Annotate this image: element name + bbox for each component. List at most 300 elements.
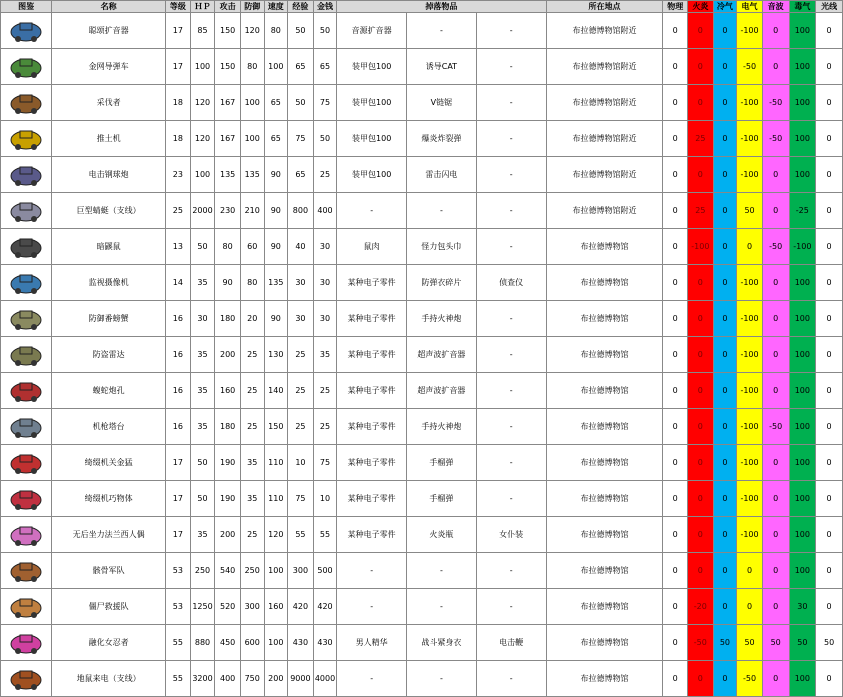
cell-exp: 50 (288, 85, 314, 121)
cell-atk: 160 (215, 373, 241, 409)
cell-level: 53 (166, 553, 191, 589)
monster-name: 机枪塔台 (52, 409, 166, 445)
cell-exp: 30 (288, 265, 314, 301)
mole-caller-icon (1, 661, 52, 697)
cell-hp: 35 (190, 373, 215, 409)
cell-drop3: - (476, 301, 546, 337)
monster-name: 推土机 (52, 121, 166, 157)
monster-name: 绮缀机巧物体 (52, 481, 166, 517)
cell-drop2: V链锯 (407, 85, 477, 121)
cell-cold: 0 (713, 301, 737, 337)
cell-def: 35 (240, 445, 264, 481)
puppet-doll-icon (1, 481, 52, 517)
cell-level: 14 (166, 265, 191, 301)
cell-light: 50 (816, 625, 843, 661)
table-row (1, 481, 843, 517)
cell-phys: 0 (663, 553, 688, 589)
cell-exp: 65 (288, 49, 314, 85)
cell-def: 135 (240, 157, 264, 193)
table-body (1, 13, 843, 697)
table-row (1, 445, 843, 481)
cell-def: 25 (240, 337, 264, 373)
cell-spd: 100 (264, 49, 288, 85)
cell-cold: 0 (713, 265, 737, 301)
cell-phys: 0 (663, 13, 688, 49)
cell-fire: 0 (688, 481, 714, 517)
cell-hp: 250 (190, 553, 215, 589)
cell-light: 0 (816, 517, 843, 553)
cell-elec: 0 (737, 589, 763, 625)
header-row (1, 1, 843, 13)
cell-gold: 400 (313, 193, 337, 229)
cell-drop3: - (476, 13, 546, 49)
cell-location: 布拉德博物馆 (546, 409, 663, 445)
col-level: 等级 (166, 1, 191, 13)
cell-gold: 500 (313, 553, 337, 589)
cell-hp: 100 (190, 157, 215, 193)
col-name: 名称 (52, 1, 166, 13)
cell-exp: 30 (288, 301, 314, 337)
cell-light: 0 (816, 445, 843, 481)
monster-name: 骸骨军队 (52, 553, 166, 589)
cell-level: 17 (166, 517, 191, 553)
cell-spd: 200 (264, 661, 288, 697)
cell-exp: 25 (288, 373, 314, 409)
cell-location: 布拉德博物馆附近 (546, 121, 663, 157)
cell-location: 布拉德博物馆附近 (546, 193, 663, 229)
monster-name: 僵尸救援队 (52, 589, 166, 625)
cell-location: 布拉德博物馆 (546, 625, 663, 661)
cell-exp: 40 (288, 229, 314, 265)
cell-elec: 50 (737, 193, 763, 229)
cell-phys: 0 (663, 625, 688, 661)
cell-level: 16 (166, 337, 191, 373)
cell-def: 100 (240, 121, 264, 157)
table-row (1, 589, 843, 625)
cell-location: 布拉德博物馆附近 (546, 13, 663, 49)
cell-drop1: 某种电子零件 (337, 337, 407, 373)
cell-hp: 35 (190, 409, 215, 445)
cell-cold: 0 (713, 229, 737, 265)
cell-level: 17 (166, 445, 191, 481)
cell-spd: 65 (264, 121, 288, 157)
cell-light: 0 (816, 553, 843, 589)
cell-gold: 420 (313, 589, 337, 625)
cell-atk: 200 (215, 517, 241, 553)
table-row (1, 517, 843, 553)
cell-spd: 140 (264, 373, 288, 409)
cell-elec: -100 (737, 121, 763, 157)
cell-exp: 800 (288, 193, 314, 229)
cell-gold: 25 (313, 157, 337, 193)
cell-cold: 0 (713, 445, 737, 481)
cell-sonic: 0 (762, 517, 789, 553)
cell-sonic: 0 (762, 337, 789, 373)
cell-cold: 0 (713, 193, 737, 229)
cell-elec: -100 (737, 301, 763, 337)
cell-spd: 150 (264, 409, 288, 445)
cell-drop3: - (476, 445, 546, 481)
cell-light: 0 (816, 85, 843, 121)
cell-light: 0 (816, 481, 843, 517)
cell-poison: 100 (789, 409, 816, 445)
cell-sonic: -50 (762, 121, 789, 157)
cell-atk: 520 (215, 589, 241, 625)
table-row (1, 193, 843, 229)
cell-atk: 167 (215, 121, 241, 157)
cell-spd: 100 (264, 625, 288, 661)
cell-drop3: - (476, 49, 546, 85)
cell-hp: 30 (190, 301, 215, 337)
cell-drop2: 手持火神炮 (407, 409, 477, 445)
cell-poison: 100 (789, 661, 816, 697)
cell-exp: 65 (288, 157, 314, 193)
cell-drop1: - (337, 589, 407, 625)
cell-level: 16 (166, 373, 191, 409)
cell-drop2: 火炎瓶 (407, 517, 477, 553)
cell-sonic: 0 (762, 553, 789, 589)
cell-phys: 0 (663, 301, 688, 337)
cell-location: 布拉德博物馆 (546, 553, 663, 589)
cell-phys: 0 (663, 337, 688, 373)
cell-location: 布拉德博物馆附近 (546, 85, 663, 121)
cell-sonic: -50 (762, 409, 789, 445)
cell-gold: 25 (313, 409, 337, 445)
camera-icon (1, 265, 52, 301)
cell-hp: 50 (190, 481, 215, 517)
cell-poison: 100 (789, 49, 816, 85)
cell-drop3: - (476, 229, 546, 265)
cell-exp: 75 (288, 481, 314, 517)
cell-fire: 0 (688, 553, 714, 589)
cell-sonic: -50 (762, 229, 789, 265)
cell-spd: 135 (264, 265, 288, 301)
cell-fire: 0 (688, 445, 714, 481)
col-poison: 毒气 (789, 1, 816, 13)
cell-poison: 100 (789, 13, 816, 49)
cell-phys: 0 (663, 121, 688, 157)
cell-poison: 100 (789, 373, 816, 409)
cell-light: 0 (816, 589, 843, 625)
cell-level: 55 (166, 661, 191, 697)
cell-poison: 30 (789, 589, 816, 625)
cell-poison: -25 (789, 193, 816, 229)
cell-fire: 25 (688, 121, 714, 157)
cell-light: 0 (816, 13, 843, 49)
cell-poison: 100 (789, 337, 816, 373)
cell-gold: 30 (313, 301, 337, 337)
cell-fire: 0 (688, 265, 714, 301)
cell-hp: 85 (190, 13, 215, 49)
cell-fire: -20 (688, 589, 714, 625)
cell-light: 0 (816, 373, 843, 409)
cell-spd: 90 (264, 193, 288, 229)
cell-drop3: - (476, 193, 546, 229)
cell-phys: 0 (663, 193, 688, 229)
col-exp: 经验 (288, 1, 314, 13)
cell-phys: 0 (663, 229, 688, 265)
cell-exp: 55 (288, 517, 314, 553)
cell-gold: 30 (313, 265, 337, 301)
cell-cold: 0 (713, 157, 737, 193)
cell-drop1: 鼠肉 (337, 229, 407, 265)
cell-location: 布拉德博物馆附近 (546, 157, 663, 193)
cell-drop1: 某种电子零件 (337, 517, 407, 553)
cell-drop3: - (476, 121, 546, 157)
cell-poison: 100 (789, 553, 816, 589)
cell-level: 17 (166, 481, 191, 517)
cell-exp: 25 (288, 337, 314, 373)
cell-gold: 55 (313, 517, 337, 553)
cell-light: 0 (816, 157, 843, 193)
cell-location: 布拉德博物馆 (546, 337, 663, 373)
cell-fire: 0 (688, 13, 714, 49)
cell-hp: 35 (190, 337, 215, 373)
logger-machine-icon (1, 85, 52, 121)
cell-phys: 0 (663, 481, 688, 517)
cell-def: 750 (240, 661, 264, 697)
cell-poison: 100 (789, 517, 816, 553)
cell-drop1: 某种电子零件 (337, 373, 407, 409)
cell-sonic: 0 (762, 301, 789, 337)
monster-name: 地鼠来电（支线） (52, 661, 166, 697)
cell-elec: -50 (737, 49, 763, 85)
monster-name: 防盗雷达 (52, 337, 166, 373)
cell-light: 0 (816, 301, 843, 337)
cell-drop1: 装甲包100 (337, 49, 407, 85)
viper-cannon-icon (1, 373, 52, 409)
cell-cold: 0 (713, 409, 737, 445)
cell-location: 布拉德博物馆 (546, 481, 663, 517)
col-atk: 攻击 (215, 1, 241, 13)
col-gold: 金钱 (313, 1, 337, 13)
cell-sonic: 0 (762, 481, 789, 517)
cell-def: 25 (240, 409, 264, 445)
cell-elec: -100 (737, 445, 763, 481)
cell-exp: 25 (288, 409, 314, 445)
cell-poison: 100 (789, 121, 816, 157)
monster-name: 金网导弹车 (52, 49, 166, 85)
cell-phys: 0 (663, 49, 688, 85)
col-cold: 冷气 (713, 1, 737, 13)
cell-light: 0 (816, 337, 843, 373)
cell-hp: 120 (190, 85, 215, 121)
cell-spd: 120 (264, 517, 288, 553)
cell-exp: 430 (288, 625, 314, 661)
cell-drop1: - (337, 193, 407, 229)
cell-light: 0 (816, 193, 843, 229)
cell-exp: 300 (288, 553, 314, 589)
cell-location: 布拉德博物馆 (546, 265, 663, 301)
cell-drop2: 手榴弹 (407, 445, 477, 481)
cell-hp: 3200 (190, 661, 215, 697)
cell-atk: 200 (215, 337, 241, 373)
cell-fire: 0 (688, 661, 714, 697)
table-row (1, 553, 843, 589)
cell-spd: 110 (264, 445, 288, 481)
cell-hp: 120 (190, 121, 215, 157)
cell-light: 0 (816, 121, 843, 157)
cell-poison: 50 (789, 625, 816, 661)
cell-hp: 50 (190, 229, 215, 265)
cell-atk: 150 (215, 49, 241, 85)
table-row (1, 49, 843, 85)
cell-fire: 25 (688, 193, 714, 229)
cell-level: 16 (166, 409, 191, 445)
table-row (1, 265, 843, 301)
monster-name: 蝮蛇炮孔 (52, 373, 166, 409)
cell-drop3: - (476, 589, 546, 625)
cell-hp: 1250 (190, 589, 215, 625)
bulldozer-icon (1, 121, 52, 157)
monster-name: 暗鼷鼠 (52, 229, 166, 265)
cell-location: 布拉德博物馆 (546, 373, 663, 409)
cell-sonic: 0 (762, 157, 789, 193)
cell-drop2: 战斗紧身衣 (407, 625, 477, 661)
cell-atk: 180 (215, 301, 241, 337)
cell-atk: 400 (215, 661, 241, 697)
cell-def: 100 (240, 85, 264, 121)
cell-drop3: - (476, 553, 546, 589)
cell-level: 16 (166, 301, 191, 337)
cell-phys: 0 (663, 445, 688, 481)
cell-atk: 135 (215, 157, 241, 193)
missile-car-icon (1, 49, 52, 85)
cell-location: 布拉德博物馆 (546, 445, 663, 481)
cell-phys: 0 (663, 373, 688, 409)
table-row (1, 625, 843, 661)
cell-gold: 30 (313, 229, 337, 265)
cell-drop3: 电击鞭 (476, 625, 546, 661)
cell-level: 53 (166, 589, 191, 625)
cell-elec: -100 (737, 481, 763, 517)
col-fire: 火炎 (688, 1, 714, 13)
cell-drop2: - (407, 589, 477, 625)
cell-def: 35 (240, 481, 264, 517)
cell-def: 25 (240, 517, 264, 553)
cell-gold: 75 (313, 85, 337, 121)
cell-poison: 100 (789, 85, 816, 121)
cell-elec: 0 (737, 229, 763, 265)
cell-cold: 0 (713, 13, 737, 49)
col-sonic: 音波 (762, 1, 789, 13)
cell-spd: 110 (264, 481, 288, 517)
cell-fire: 0 (688, 409, 714, 445)
cell-drop3: 侦查仪 (476, 265, 546, 301)
cell-gold: 430 (313, 625, 337, 661)
cell-gold: 65 (313, 49, 337, 85)
cell-drop2: 雷击闪电 (407, 157, 477, 193)
cell-sonic: 0 (762, 661, 789, 697)
cell-fire: 0 (688, 49, 714, 85)
cell-fire: 0 (688, 85, 714, 121)
dark-rat-icon (1, 229, 52, 265)
monster-name: 电击钢球炮 (52, 157, 166, 193)
cell-cold: 0 (713, 337, 737, 373)
cell-cold: 0 (713, 553, 737, 589)
cell-drop1: 装甲包100 (337, 121, 407, 157)
cell-level: 18 (166, 121, 191, 157)
col-def: 防御 (240, 1, 264, 13)
cell-phys: 0 (663, 589, 688, 625)
cell-fire: 0 (688, 373, 714, 409)
zombie-rescue-icon (1, 589, 52, 625)
cell-light: 0 (816, 661, 843, 697)
cell-def: 210 (240, 193, 264, 229)
cell-location: 布拉德博物馆 (546, 301, 663, 337)
giant-dragonfly-icon (1, 193, 52, 229)
cell-drop2: 手榴弹 (407, 481, 477, 517)
cell-hp: 2000 (190, 193, 215, 229)
cell-drop3: - (476, 337, 546, 373)
cell-elec: -100 (737, 85, 763, 121)
gun-tower-icon (1, 409, 52, 445)
monster-name: 无后坐力法兰西人偶 (52, 517, 166, 553)
monster-name: 绮缀机关金猛 (52, 445, 166, 481)
cell-sonic: 0 (762, 265, 789, 301)
cell-atk: 150 (215, 13, 241, 49)
cell-light: 0 (816, 409, 843, 445)
cell-elec: -100 (737, 409, 763, 445)
cell-drop2: - (407, 193, 477, 229)
cell-phys: 0 (663, 157, 688, 193)
cell-poison: -100 (789, 229, 816, 265)
cell-poison: 100 (789, 157, 816, 193)
cell-phys: 0 (663, 409, 688, 445)
cell-fire: -100 (688, 229, 714, 265)
cell-hp: 50 (190, 445, 215, 481)
cell-def: 60 (240, 229, 264, 265)
cell-light: 0 (816, 265, 843, 301)
cell-level: 17 (166, 49, 191, 85)
cell-location: 布拉德博物馆附近 (546, 49, 663, 85)
cell-spd: 80 (264, 13, 288, 49)
cell-drop1: 某种电子零件 (337, 301, 407, 337)
steel-ball-cannon-icon (1, 157, 52, 193)
cannon-tank-icon (1, 13, 52, 49)
cell-cold: 0 (713, 517, 737, 553)
cell-elec: -100 (737, 13, 763, 49)
cell-drop2: 手持火神炮 (407, 301, 477, 337)
cell-exp: 10 (288, 445, 314, 481)
cell-location: 布拉德博物馆 (546, 661, 663, 697)
cell-level: 13 (166, 229, 191, 265)
monster-name: 聪颂扩音器 (52, 13, 166, 49)
cell-phys: 0 (663, 661, 688, 697)
cell-sonic: 0 (762, 589, 789, 625)
cell-cold: 0 (713, 49, 737, 85)
crab-turret-icon (1, 301, 52, 337)
cell-level: 25 (166, 193, 191, 229)
cell-def: 300 (240, 589, 264, 625)
cell-location: 布拉德博物馆 (546, 589, 663, 625)
cell-drop1: 某种电子零件 (337, 481, 407, 517)
cell-exp: 50 (288, 13, 314, 49)
col-phys: 物理 (663, 1, 688, 13)
cell-def: 600 (240, 625, 264, 661)
cell-drop2: 诱导CAT (407, 49, 477, 85)
cell-hp: 880 (190, 625, 215, 661)
cell-elec: -50 (737, 661, 763, 697)
table-row (1, 337, 843, 373)
cell-atk: 190 (215, 445, 241, 481)
cell-poison: 100 (789, 265, 816, 301)
cell-gold: 50 (313, 121, 337, 157)
cell-spd: 100 (264, 553, 288, 589)
col-icon: 图鉴 (1, 1, 52, 13)
cell-atk: 90 (215, 265, 241, 301)
cell-location: 布拉德博物馆 (546, 229, 663, 265)
